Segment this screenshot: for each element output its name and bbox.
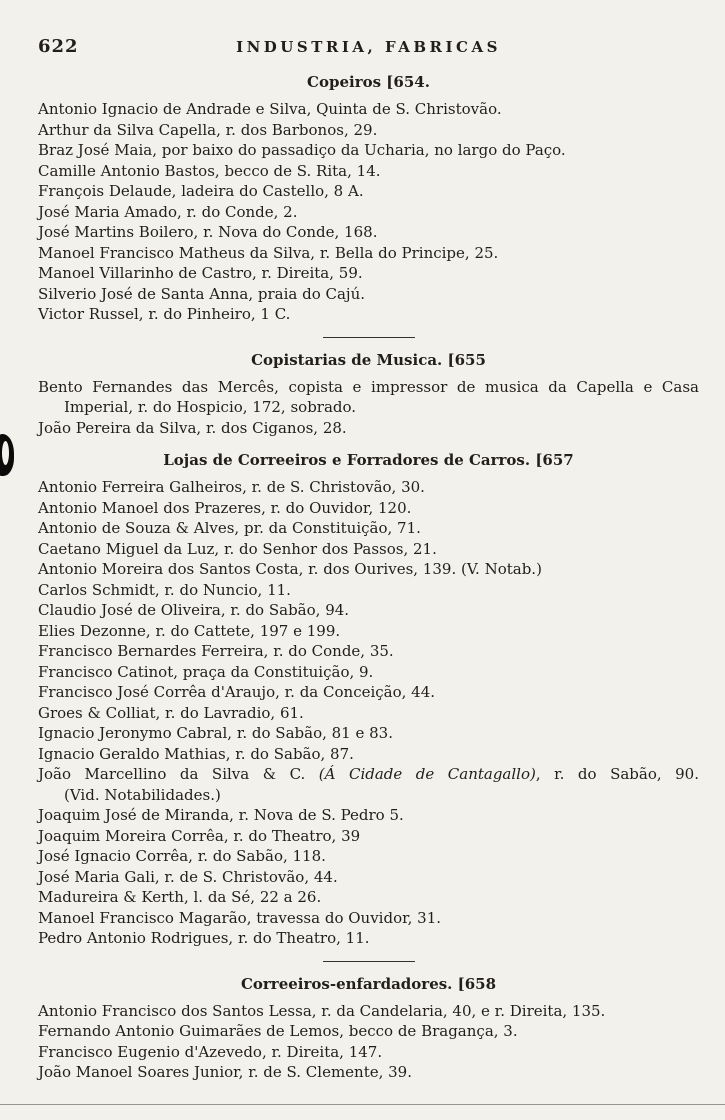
entry-text: Claudio José de Oliveira, r. do Sabão, 94. xyxy=(38,601,350,619)
entry-text: Francisco Bernardes Ferreira, r. do Conde, 35. xyxy=(38,642,394,660)
directory-entry xyxy=(38,764,699,805)
entry-text: Bento Fernandes das Mercês, copista e impressor de musica da Capella e Casa Imperial, r. do Hospicio, 172, sobrado. xyxy=(38,377,699,416)
directory-entry xyxy=(38,120,699,141)
entry-text: Groes & Colliat, r. do Lavradio, 61. xyxy=(38,703,304,722)
directory-entry xyxy=(38,826,699,847)
entry-list xyxy=(38,377,699,439)
entry-text: João Manoel Soares Junior, r. de S. Clemente, 39. xyxy=(38,1063,412,1081)
directory-entry xyxy=(38,744,699,765)
entry-text: , r. do Sabão, 90. xyxy=(535,765,699,783)
entry-text: José Maria Gali, r. de S. Christovão, 44. xyxy=(38,867,338,886)
entry-text: Pedro Antonio Rodrigues, r. do Theatro, 11. xyxy=(38,929,370,947)
section-divider xyxy=(323,337,415,338)
entry-text: Antonio Francisco dos Santos Lessa, r. da Candelaria, 40, e r. Direita, 135. xyxy=(38,1001,606,1020)
entry-text: José Martins Boilero, r. Nova do Conde, 168. xyxy=(38,223,378,241)
entry-list xyxy=(38,1001,699,1083)
entry-text: Ignacio Jeronymo Cabral, r. do Sabão, 81 e 83. xyxy=(38,724,393,742)
directory-entry xyxy=(38,202,699,223)
section-title: Lojas de Correeiros e Forradores de Carros. [657 xyxy=(163,451,574,469)
directory-entry xyxy=(38,723,699,744)
directory-entry xyxy=(38,304,699,325)
directory-section xyxy=(38,72,699,338)
directory-entry xyxy=(38,498,699,519)
entry-text: José Ignacio Corrêa, r. do Sabão, 118. xyxy=(38,847,326,865)
directory-entry xyxy=(38,682,699,703)
entry-list xyxy=(38,477,699,949)
directory-entry xyxy=(38,621,699,642)
sections-container xyxy=(38,72,699,1083)
entry-text-italic: (Á Cidade de Cantagallo) xyxy=(318,765,536,783)
directory-entry xyxy=(38,600,699,621)
section-title: Copistarias de Musica. [655 xyxy=(251,350,486,369)
directory-entry xyxy=(38,1062,699,1083)
directory-entry xyxy=(38,263,699,284)
entry-text: (Vid. Notabilidades.) xyxy=(64,785,221,804)
section-divider xyxy=(323,961,415,962)
entry-text: Antonio Manoel dos Prazeres, r. do Ouvidor, 120. xyxy=(38,498,412,517)
entry-text: Silverio José de Santa Anna, praia do Cajú. xyxy=(38,284,365,303)
entry-text: João Pereira da Silva, r. dos Ciganos, 28. xyxy=(38,418,347,437)
directory-entry xyxy=(38,662,699,683)
entry-text: Arthur da Silva Capella, r. dos Barbonos, 29. xyxy=(38,120,378,139)
running-title: INDUSTRIA, FABRICAS xyxy=(236,38,501,56)
directory-entry xyxy=(38,703,699,724)
directory-entry xyxy=(38,518,699,539)
directory-entry xyxy=(38,243,699,264)
directory-entry xyxy=(38,377,699,418)
entry-text: Antonio Moreira dos Santos Costa, r. dos Ourives, 139. (V. Notab.) xyxy=(38,560,542,578)
directory-entry xyxy=(38,641,699,662)
entry-text: Francisco Catinot, praça da Constituição, 9. xyxy=(38,662,374,681)
directory-entry xyxy=(38,559,699,580)
entry-text: Carlos Schmidt, r. do Nuncio, 11. xyxy=(38,580,291,599)
entry-text: Fernando Antonio Guimarães de Lemos, becco de Bragança, 3. xyxy=(38,1022,518,1040)
directory-entry xyxy=(38,928,699,949)
directory-entry xyxy=(38,140,699,161)
entry-text: Braz José Maia, por baixo do passadiço da Ucharia, no largo do Paço. xyxy=(38,141,566,159)
entry-list xyxy=(38,99,699,325)
entry-text: Ignacio Geraldo Mathias, r. do Sabão, 87. xyxy=(38,744,354,763)
entry-text: Manoel Villarinho de Castro, r. Direita, 59. xyxy=(38,264,363,282)
directory-entry xyxy=(38,284,699,305)
entry-text: Joaquim José de Miranda, r. Nova de S. Pedro 5. xyxy=(38,806,404,824)
directory-entry xyxy=(38,1021,699,1042)
directory-entry xyxy=(38,867,699,888)
directory-entry xyxy=(38,161,699,182)
entry-text: Antonio Ferreira Galheiros, r. de S. Christovão, 30. xyxy=(38,478,425,496)
directory-section xyxy=(38,450,699,962)
entry-text: Camille Antonio Bastos, becco de S. Rita, 14. xyxy=(38,161,381,180)
directory-entry xyxy=(38,1001,699,1022)
page-header xyxy=(38,36,699,60)
entry-text: Manoel Francisco Magarão, travessa do Ouvidor, 31. xyxy=(38,908,442,927)
entry-text: Joaquim Moreira Corrêa, r. do Theatro, 39 xyxy=(38,826,361,845)
entry-text: Francisco Eugenio d'Azevedo, r. Direita, 147. xyxy=(38,1042,383,1061)
directory-entry xyxy=(38,222,699,243)
directory-entry xyxy=(38,908,699,929)
entry-text: François Delaude, ladeira do Castello, 8 A. xyxy=(38,182,364,200)
directory-entry xyxy=(38,1042,699,1063)
entry-text: José Maria Amado, r. do Conde, 2. xyxy=(38,202,298,221)
page-bottom-edge xyxy=(0,1104,725,1105)
directory-entry xyxy=(38,477,699,498)
directory-section xyxy=(38,974,699,1083)
directory-entry xyxy=(38,99,699,120)
entry-text: Madureira & Kerth, l. da Sé, 22 a 26. xyxy=(38,888,322,906)
page-number: 622 xyxy=(38,36,79,57)
entry-text: Francisco José Corrêa d'Araujo, r. da Conceição, 44. xyxy=(38,683,436,701)
directory-section xyxy=(38,350,699,439)
entry-text: Victor Russel, r. do Pinheiro, 1 C. xyxy=(38,305,291,323)
section-title: Copeiros [654. xyxy=(307,73,430,91)
directory-entry xyxy=(38,580,699,601)
entry-text: Elies Dezonne, r. do Cattete, 197 e 199. xyxy=(38,621,341,640)
entry-text: Antonio de Souza & Alves, pr. da Constituição, 71. xyxy=(38,519,421,537)
directory-entry xyxy=(38,887,699,908)
entry-text: João Marcellino da Silva & C. xyxy=(38,765,319,783)
directory-entry xyxy=(38,181,699,202)
section-title: Correeiros-enfardadores. [658 xyxy=(240,974,497,993)
entry-text: Antonio Ignacio de Andrade e Silva, Quinta de S. Christovão. xyxy=(38,100,502,118)
directory-entry xyxy=(38,846,699,867)
directory-entry xyxy=(38,805,699,826)
directory-entry xyxy=(38,418,699,439)
directory-entry xyxy=(38,539,699,560)
entry-text: Caetano Miguel da Luz, r. do Senhor dos Passos, 21. xyxy=(38,539,437,558)
entry-text: Manoel Francisco Matheus da Silva, r. Bella do Principe, 25. xyxy=(38,243,499,262)
